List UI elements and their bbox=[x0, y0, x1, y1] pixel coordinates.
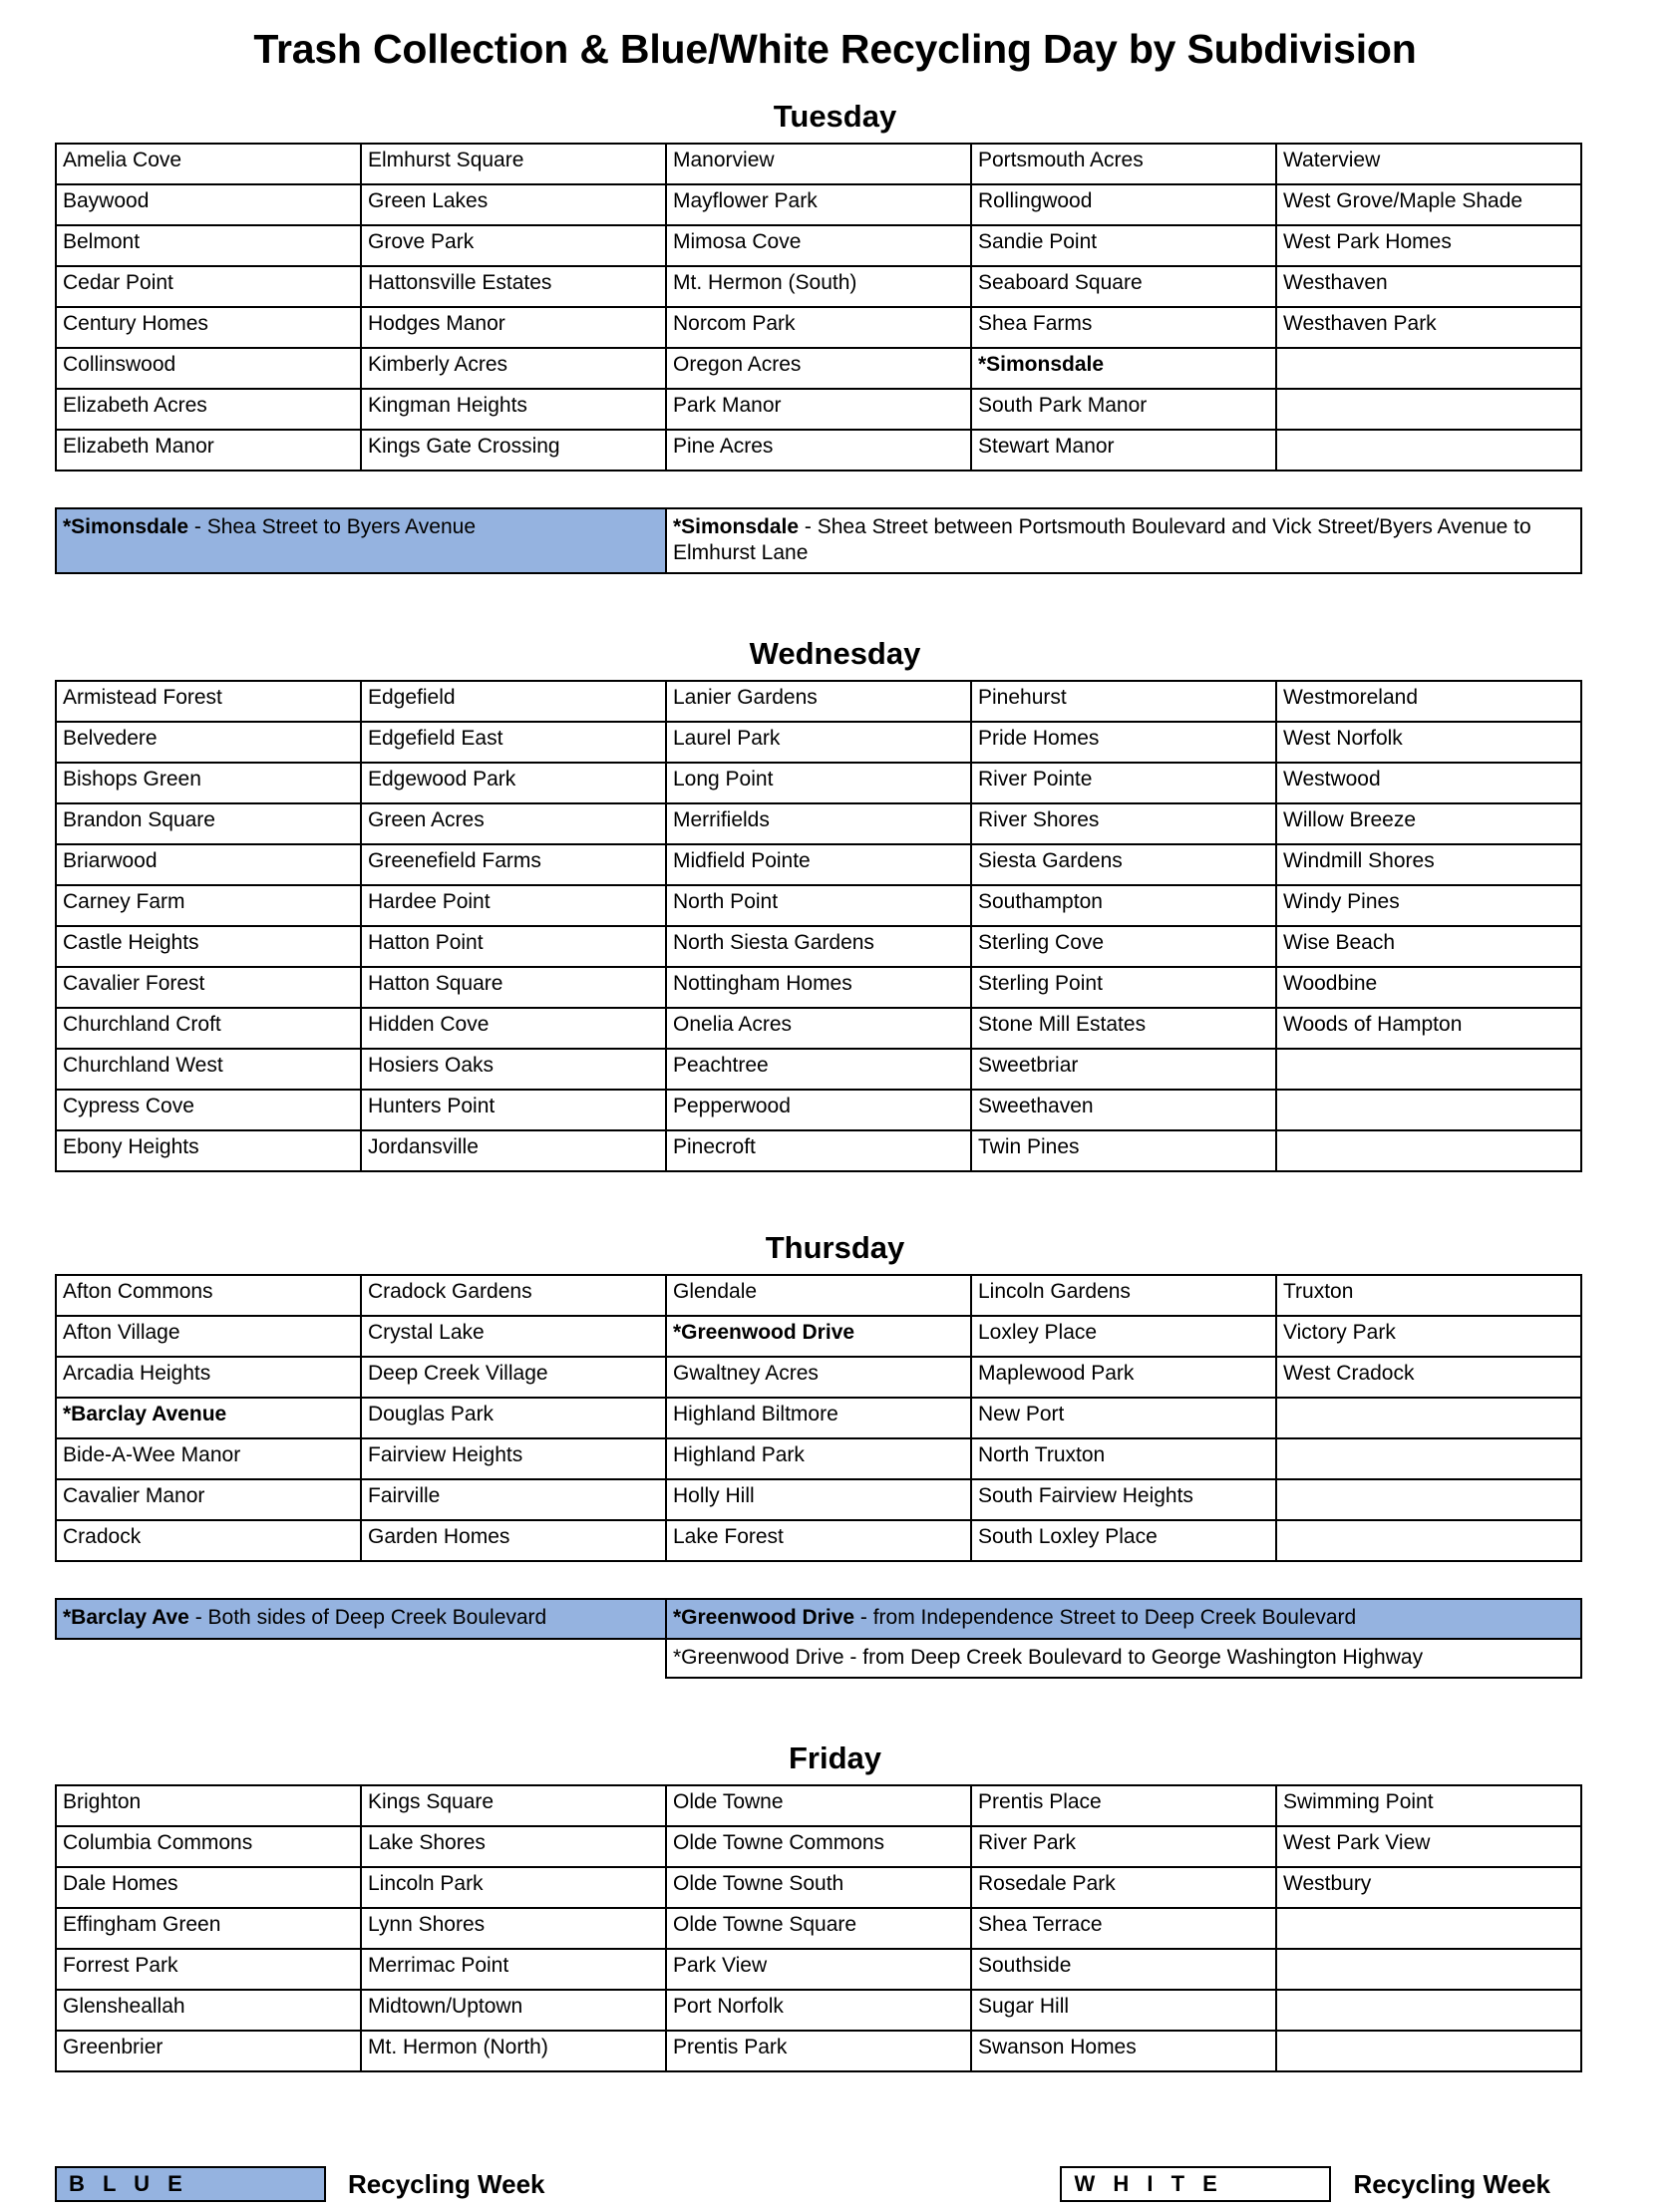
table-cell-empty bbox=[1276, 1908, 1581, 1949]
subdivision-cell: Edgewood Park bbox=[361, 763, 666, 803]
subdivision-cell: North Point bbox=[666, 885, 971, 926]
subdivision-cell: Westmoreland bbox=[1276, 681, 1581, 722]
subdivision-cell: Kings Square bbox=[361, 1785, 666, 1826]
footnote-cell bbox=[666, 1599, 1581, 1639]
subdivision-cell: West Cradock bbox=[1276, 1357, 1581, 1398]
subdivision-cell: Cavalier Manor bbox=[56, 1479, 361, 1520]
subdivision-cell: Baywood bbox=[56, 184, 361, 225]
table-row bbox=[56, 803, 1581, 844]
table-row bbox=[56, 1008, 1581, 1049]
subdivision-cell: Castle Heights bbox=[56, 926, 361, 967]
subdivision-cell: Woods of Hampton bbox=[1276, 1008, 1581, 1049]
subdivision-cell: Shea Farms bbox=[971, 307, 1276, 348]
subdivision-cell: Sandie Point bbox=[971, 225, 1276, 266]
subdivision-cell: Deep Creek Village bbox=[361, 1357, 666, 1398]
footnote-row bbox=[56, 508, 1581, 573]
subdivision-cell: Brandon Square bbox=[56, 803, 361, 844]
subdivision-cell: Cradock bbox=[56, 1520, 361, 1561]
subdivision-cell: Hidden Cove bbox=[361, 1008, 666, 1049]
subdivision-cell: Lake Shores bbox=[361, 1826, 666, 1867]
subdivision-cell: Park Manor bbox=[666, 389, 971, 430]
table-row bbox=[56, 2031, 1581, 2071]
subdivision-cell: Sugar Hill bbox=[971, 1990, 1276, 2031]
table-cell-empty bbox=[1276, 1130, 1581, 1171]
table-row bbox=[56, 1867, 1581, 1908]
subdivision-cell: Belvedere bbox=[56, 722, 361, 763]
subdivision-cell: Highland Biltmore bbox=[666, 1398, 971, 1438]
table-row bbox=[56, 1275, 1581, 1316]
subdivision-cell: Green Lakes bbox=[361, 184, 666, 225]
table-row bbox=[56, 926, 1581, 967]
subdivision-table bbox=[55, 680, 1582, 1172]
subdivision-cell: Olde Towne Commons bbox=[666, 1826, 971, 1867]
table-row bbox=[56, 1090, 1581, 1130]
subdivision-cell: River Shores bbox=[971, 803, 1276, 844]
subdivision-cell: Forrest Park bbox=[56, 1949, 361, 1990]
subdivision-cell: Belmont bbox=[56, 225, 361, 266]
subdivision-cell: Sterling Cove bbox=[971, 926, 1276, 967]
day-section-wednesday bbox=[55, 636, 1615, 1172]
footnote-text: - Shea Street between Portsmouth Boulevard and Vick Street/Byers Avenue to Elmhurst Lane bbox=[673, 515, 1531, 564]
subdivision-cell: Stewart Manor bbox=[971, 430, 1276, 471]
subdivision-cell: Hardee Point bbox=[361, 885, 666, 926]
subdivision-cell: Nottingham Homes bbox=[666, 967, 971, 1008]
table-row bbox=[56, 681, 1581, 722]
footnote-text: - from Independence Street to Deep Creek Boulevard bbox=[854, 1606, 1357, 1630]
subdivision-cell: Cypress Cove bbox=[56, 1090, 361, 1130]
footnote-text: - Shea Street to Byers Avenue bbox=[188, 515, 476, 538]
subdivision-cell: Hodges Manor bbox=[361, 307, 666, 348]
table-row bbox=[56, 885, 1581, 926]
table-cell-empty bbox=[1276, 2031, 1581, 2071]
subdivision-cell: Rosedale Park bbox=[971, 1867, 1276, 1908]
table-row bbox=[56, 1049, 1581, 1090]
subdivision-cell: Fairville bbox=[361, 1479, 666, 1520]
subdivision-cell: Park View bbox=[666, 1949, 971, 1990]
day-heading: Wednesday bbox=[749, 636, 921, 672]
legend-white-label: Recycling Week bbox=[1353, 2168, 1550, 2199]
subdivision-cell: Briarwood bbox=[56, 844, 361, 885]
section-spacer bbox=[55, 1679, 1615, 1740]
table-row bbox=[56, 225, 1581, 266]
subdivision-cell: Hatton Square bbox=[361, 967, 666, 1008]
footnote-bold: *Simonsdale bbox=[63, 515, 189, 538]
footnote-bold: *Greenwood Drive bbox=[673, 1606, 855, 1630]
subdivision-cell: Wise Beach bbox=[1276, 926, 1581, 967]
footnote-bold: *Barclay Ave bbox=[63, 1606, 189, 1630]
subdivision-cell: Manorview bbox=[666, 144, 971, 184]
legend bbox=[55, 2166, 1580, 2202]
table-row bbox=[56, 1316, 1581, 1357]
subdivision-cell: Garden Homes bbox=[361, 1520, 666, 1561]
subdivision-cell: Churchland Croft bbox=[56, 1008, 361, 1049]
subdivision-cell: Dale Homes bbox=[56, 1867, 361, 1908]
subdivision-cell: Windmill Shores bbox=[1276, 844, 1581, 885]
subdivision-cell: Mimosa Cove bbox=[666, 225, 971, 266]
subdivision-cell: West Norfolk bbox=[1276, 722, 1581, 763]
subdivision-cell: Cradock Gardens bbox=[361, 1275, 666, 1316]
subdivision-cell: Carney Farm bbox=[56, 885, 361, 926]
legend-blue-label: Recycling Week bbox=[348, 2168, 545, 2199]
subdivision-cell: Elmhurst Square bbox=[361, 144, 666, 184]
footnote-bold: *Simonsdale bbox=[673, 515, 800, 538]
subdivision-cell: Swanson Homes bbox=[971, 2031, 1276, 2071]
subdivision-cell: Midtown/Uptown bbox=[361, 1990, 666, 2031]
footnote-cell bbox=[666, 508, 1581, 573]
subdivision-cell: Pine Acres bbox=[666, 430, 971, 471]
subdivision-cell: Mt. Hermon (South) bbox=[666, 266, 971, 307]
legend-white-swatch: W H I T E bbox=[1060, 2166, 1331, 2202]
subdivision-cell: Westbury bbox=[1276, 1867, 1581, 1908]
table-cell-empty bbox=[1276, 1049, 1581, 1090]
legend-blue-swatch: B L U E bbox=[55, 2166, 326, 2202]
subdivision-cell: Loxley Place bbox=[971, 1316, 1276, 1357]
subdivision-cell: Merrimac Point bbox=[361, 1949, 666, 1990]
table-row bbox=[56, 1990, 1581, 2031]
table-row bbox=[56, 266, 1581, 307]
subdivision-cell: Edgefield bbox=[361, 681, 666, 722]
subdivision-cell: Hattonsville Estates bbox=[361, 266, 666, 307]
subdivision-cell: Willow Breeze bbox=[1276, 803, 1581, 844]
subdivision-cell: *Barclay Avenue bbox=[56, 1398, 361, 1438]
subdivision-cell: Hatton Point bbox=[361, 926, 666, 967]
subdivision-cell: Bide-A-Wee Manor bbox=[56, 1438, 361, 1479]
day-section-thursday bbox=[55, 1230, 1615, 1679]
subdivision-cell: Waterview bbox=[1276, 144, 1581, 184]
subdivision-cell: Stone Mill Estates bbox=[971, 1008, 1276, 1049]
subdivision-cell: South Loxley Place bbox=[971, 1520, 1276, 1561]
footnote-empty bbox=[56, 1639, 666, 1679]
table-row bbox=[56, 389, 1581, 430]
table-row bbox=[56, 1438, 1581, 1479]
subdivision-cell: Port Norfolk bbox=[666, 1990, 971, 2031]
subdivision-cell: Greenefield Farms bbox=[361, 844, 666, 885]
subdivision-cell: Bishops Green bbox=[56, 763, 361, 803]
subdivision-cell: Woodbine bbox=[1276, 967, 1581, 1008]
table-cell-empty bbox=[1276, 1990, 1581, 2031]
subdivision-cell: Sterling Point bbox=[971, 967, 1276, 1008]
day-section-tuesday bbox=[55, 99, 1615, 574]
table-row bbox=[56, 430, 1581, 471]
table-cell-empty bbox=[1276, 1090, 1581, 1130]
subdivision-cell: Arcadia Heights bbox=[56, 1357, 361, 1398]
table-row bbox=[56, 844, 1581, 885]
subdivision-cell: Glendale bbox=[666, 1275, 971, 1316]
table-row bbox=[56, 1785, 1581, 1826]
subdivision-cell: Olde Towne Square bbox=[666, 1908, 971, 1949]
subdivision-cell: Lake Forest bbox=[666, 1520, 971, 1561]
subdivision-cell: Olde Towne bbox=[666, 1785, 971, 1826]
subdivision-cell: Cavalier Forest bbox=[56, 967, 361, 1008]
subdivision-cell: Peachtree bbox=[666, 1049, 971, 1090]
subdivision-cell: Lynn Shores bbox=[361, 1908, 666, 1949]
table-cell-empty bbox=[1276, 348, 1581, 389]
footnote-text: - Both sides of Deep Creek Boulevard bbox=[188, 1606, 547, 1630]
section-spacer bbox=[55, 574, 1615, 636]
subdivision-cell: Westwood bbox=[1276, 763, 1581, 803]
subdivision-cell: Rollingwood bbox=[971, 184, 1276, 225]
subdivision-cell: Windy Pines bbox=[1276, 885, 1581, 926]
table-row bbox=[56, 1949, 1581, 1990]
subdivision-cell: Pride Homes bbox=[971, 722, 1276, 763]
subdivision-cell: Columbia Commons bbox=[56, 1826, 361, 1867]
subdivision-cell: Elizabeth Acres bbox=[56, 389, 361, 430]
day-heading: Tuesday bbox=[773, 99, 897, 134]
table-row bbox=[56, 967, 1581, 1008]
table-cell-empty bbox=[1276, 430, 1581, 471]
subdivision-cell: Prentis Place bbox=[971, 1785, 1276, 1826]
subdivision-cell: *Simonsdale bbox=[971, 348, 1276, 389]
subdivision-cell: Holly Hill bbox=[666, 1479, 971, 1520]
subdivision-cell: Afton Village bbox=[56, 1316, 361, 1357]
table-cell-empty bbox=[1276, 1479, 1581, 1520]
subdivision-table bbox=[55, 143, 1582, 472]
subdivision-cell: Victory Park bbox=[1276, 1316, 1581, 1357]
subdivision-cell: South Fairview Heights bbox=[971, 1479, 1276, 1520]
day-heading: Friday bbox=[788, 1740, 882, 1776]
subdivision-cell: North Siesta Gardens bbox=[666, 926, 971, 967]
footnote-cell bbox=[56, 1599, 666, 1639]
table-cell-empty bbox=[1276, 1398, 1581, 1438]
subdivision-table bbox=[55, 1274, 1582, 1562]
legend-blue-group bbox=[55, 2166, 545, 2202]
day-heading: Thursday bbox=[765, 1230, 905, 1266]
table-row bbox=[56, 144, 1581, 184]
footnote-text: *Greenwood Drive - from Deep Creek Boulevard to George Washington Highway bbox=[673, 1645, 1424, 1669]
subdivision-cell: Oregon Acres bbox=[666, 348, 971, 389]
subdivision-cell: Olde Towne South bbox=[666, 1867, 971, 1908]
subdivision-cell: Green Acres bbox=[361, 803, 666, 844]
table-cell-empty bbox=[1276, 389, 1581, 430]
subdivision-cell: Churchland West bbox=[56, 1049, 361, 1090]
subdivision-cell: River Park bbox=[971, 1826, 1276, 1867]
subdivision-cell: Norcom Park bbox=[666, 307, 971, 348]
section-spacer bbox=[55, 2072, 1615, 2130]
subdivision-cell: Fairview Heights bbox=[361, 1438, 666, 1479]
subdivision-cell: Pepperwood bbox=[666, 1090, 971, 1130]
table-row bbox=[56, 1826, 1581, 1867]
subdivision-table bbox=[55, 1784, 1582, 2072]
table-row bbox=[56, 1520, 1581, 1561]
subdivision-cell: Laurel Park bbox=[666, 722, 971, 763]
subdivision-cell: *Greenwood Drive bbox=[666, 1316, 971, 1357]
footnote-row bbox=[56, 1639, 1581, 1679]
subdivision-cell: Twin Pines bbox=[971, 1130, 1276, 1171]
table-row bbox=[56, 1130, 1581, 1171]
subdivision-cell: Hosiers Oaks bbox=[361, 1049, 666, 1090]
subdivision-cell: North Truxton bbox=[971, 1438, 1276, 1479]
subdivision-cell: Seaboard Square bbox=[971, 266, 1276, 307]
footnote-table bbox=[55, 507, 1582, 574]
subdivision-cell: Grove Park bbox=[361, 225, 666, 266]
subdivision-cell: Sweethaven bbox=[971, 1090, 1276, 1130]
subdivision-cell: Midfield Pointe bbox=[666, 844, 971, 885]
subdivision-cell: Century Homes bbox=[56, 307, 361, 348]
subdivision-cell: West Grove/Maple Shade bbox=[1276, 184, 1581, 225]
subdivision-cell: West Park Homes bbox=[1276, 225, 1581, 266]
subdivision-cell: Prentis Park bbox=[666, 2031, 971, 2071]
footnote-row bbox=[56, 1599, 1581, 1639]
subdivision-cell: Highland Park bbox=[666, 1438, 971, 1479]
subdivision-cell: New Port bbox=[971, 1398, 1276, 1438]
table-cell-empty bbox=[1276, 1520, 1581, 1561]
subdivision-cell: Mayflower Park bbox=[666, 184, 971, 225]
subdivision-cell: Amelia Cove bbox=[56, 144, 361, 184]
subdivision-cell: Lincoln Park bbox=[361, 1867, 666, 1908]
subdivision-cell: Effingham Green bbox=[56, 1908, 361, 1949]
subdivision-cell: Southside bbox=[971, 1949, 1276, 1990]
day-section-friday bbox=[55, 1740, 1615, 2072]
subdivision-cell: Pinehurst bbox=[971, 681, 1276, 722]
table-row bbox=[56, 1398, 1581, 1438]
subdivision-cell: Pinecroft bbox=[666, 1130, 971, 1171]
table-row bbox=[56, 1908, 1581, 1949]
subdivision-cell: Greenbrier bbox=[56, 2031, 361, 2071]
subdivision-cell: Onelia Acres bbox=[666, 1008, 971, 1049]
subdivision-cell: Kingman Heights bbox=[361, 389, 666, 430]
table-row bbox=[56, 1479, 1581, 1520]
subdivision-cell: Lincoln Gardens bbox=[971, 1275, 1276, 1316]
subdivision-cell: Edgefield East bbox=[361, 722, 666, 763]
subdivision-cell: Crystal Lake bbox=[361, 1316, 666, 1357]
subdivision-cell: Siesta Gardens bbox=[971, 844, 1276, 885]
subdivision-cell: Portsmouth Acres bbox=[971, 144, 1276, 184]
day-sections bbox=[55, 99, 1615, 2130]
subdivision-cell: Jordansville bbox=[361, 1130, 666, 1171]
subdivision-cell: Long Point bbox=[666, 763, 971, 803]
subdivision-cell: Kings Gate Crossing bbox=[361, 430, 666, 471]
table-row bbox=[56, 184, 1581, 225]
subdivision-cell: West Park View bbox=[1276, 1826, 1581, 1867]
subdivision-cell: Truxton bbox=[1276, 1275, 1581, 1316]
subdivision-cell: Gwaltney Acres bbox=[666, 1357, 971, 1398]
table-row bbox=[56, 1357, 1581, 1398]
section-spacer bbox=[55, 1172, 1615, 1230]
subdivision-cell: Collinswood bbox=[56, 348, 361, 389]
footnote-table bbox=[55, 1598, 1582, 1679]
table-row bbox=[56, 722, 1581, 763]
subdivision-cell: Shea Terrace bbox=[971, 1908, 1276, 1949]
subdivision-cell: Brighton bbox=[56, 1785, 361, 1826]
table-cell-empty bbox=[1276, 1438, 1581, 1479]
subdivision-cell: Kimberly Acres bbox=[361, 348, 666, 389]
subdivision-cell: Douglas Park bbox=[361, 1398, 666, 1438]
subdivision-cell: Glensheallah bbox=[56, 1990, 361, 2031]
subdivision-cell: Ebony Heights bbox=[56, 1130, 361, 1171]
footnote-cell bbox=[56, 508, 666, 573]
legend-white-group bbox=[1060, 2166, 1550, 2202]
subdivision-cell: Maplewood Park bbox=[971, 1357, 1276, 1398]
subdivision-cell: Armistead Forest bbox=[56, 681, 361, 722]
subdivision-cell: Afton Commons bbox=[56, 1275, 361, 1316]
page-title: Trash Collection & Blue/White Recycling Day by Subdivision bbox=[253, 26, 1417, 72]
subdivision-cell: Westhaven Park bbox=[1276, 307, 1581, 348]
table-cell-empty bbox=[1276, 1949, 1581, 1990]
subdivision-cell: Lanier Gardens bbox=[666, 681, 971, 722]
subdivision-cell: Cedar Point bbox=[56, 266, 361, 307]
subdivision-cell: South Park Manor bbox=[971, 389, 1276, 430]
subdivision-cell: Westhaven bbox=[1276, 266, 1581, 307]
subdivision-cell: Merrifields bbox=[666, 803, 971, 844]
subdivision-cell: Southampton bbox=[971, 885, 1276, 926]
table-row bbox=[56, 307, 1581, 348]
table-row bbox=[56, 763, 1581, 803]
subdivision-cell: Hunters Point bbox=[361, 1090, 666, 1130]
footnote-cell bbox=[666, 1639, 1581, 1679]
subdivision-cell: Elizabeth Manor bbox=[56, 430, 361, 471]
subdivision-cell: Sweetbriar bbox=[971, 1049, 1276, 1090]
subdivision-cell: Mt. Hermon (North) bbox=[361, 2031, 666, 2071]
table-row bbox=[56, 348, 1581, 389]
subdivision-cell: Swimming Point bbox=[1276, 1785, 1581, 1826]
subdivision-cell: River Pointe bbox=[971, 763, 1276, 803]
